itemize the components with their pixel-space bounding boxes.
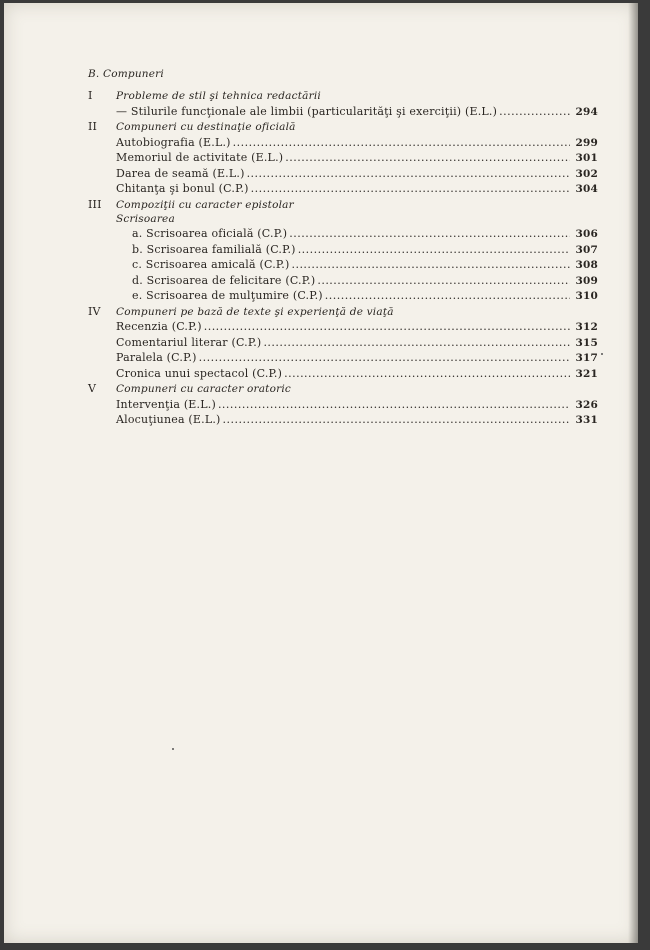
entry-label: Alocuţiunea (E.L.) (116, 413, 221, 426)
toc-entry (88, 257, 598, 273)
toc-entry (88, 412, 598, 428)
section-title: Compuneri cu caracter oratoric (116, 383, 291, 395)
entry-page: 306 (575, 228, 598, 240)
section-ii-header (88, 119, 598, 135)
entry-label: Autobiografia (E.L.) (116, 135, 231, 149)
entry-label: e. Scrisoarea de mulţumire (C.P.) (132, 289, 323, 302)
section-iii-header (88, 197, 598, 213)
section-number: V (88, 382, 97, 395)
entry-label: Darea de seamă (E.L.) (116, 166, 245, 180)
section-title: Compuneri cu destinaţie oficială (116, 121, 296, 133)
table-of-contents (88, 67, 598, 428)
entry-label: Cronica unui spectacol (C.P.) (116, 366, 283, 380)
entry-page: 310 (575, 290, 598, 302)
section-subtitle-row (88, 212, 598, 226)
entry-label: Recenzia (C.P.) (116, 320, 202, 333)
toc-entry (88, 273, 598, 289)
toc-entry (88, 166, 598, 182)
section-i-header (88, 88, 598, 104)
toc-entry (88, 366, 598, 382)
section-title: Compoziţii cu caracter epistolar (116, 198, 294, 211)
paper-speck (601, 353, 603, 355)
section-title: Compuneri pe bază de texte şi experienţă de viaţă (116, 305, 394, 318)
toc-entry (88, 242, 598, 258)
toc-entry (88, 181, 598, 197)
toc-entry (88, 350, 598, 366)
section-v-header (88, 381, 598, 397)
toc-entry (88, 104, 598, 120)
entry-page: 308 (575, 259, 598, 271)
toc-entry (88, 226, 598, 242)
entry-label: Memoriul de activitate (E.L.) (116, 151, 284, 164)
entry-page: 331 (575, 414, 598, 426)
entry-page: 301 (575, 152, 598, 164)
entry-label: b. Scrisoarea familială (C.P.) (132, 242, 296, 256)
entry-page: 304 (575, 183, 598, 195)
toc-entry (88, 288, 598, 304)
entry-page: 321 (575, 367, 598, 380)
entry-label: d. Scrisoarea de felicitare (C.P.) (132, 273, 316, 287)
entry-page: 302 (575, 167, 598, 180)
entry-page: 307 (575, 243, 598, 256)
toc-entry (88, 150, 598, 166)
section-number: IV (88, 304, 101, 318)
toc-entry (88, 135, 598, 151)
toc-entry (88, 319, 598, 335)
toc-heading: B. Compuneri (88, 68, 164, 80)
toc-entry (88, 397, 598, 413)
section-title: Probleme de stil şi tehnica redactării (116, 90, 321, 102)
entry-label: Chitanţa şi bonul (C.P.) (116, 182, 249, 195)
entry-label: — Stilurile funcţionale ale limbii (particularităţi şi exerciţii) (E.L.) (116, 104, 498, 118)
section-number: III (88, 197, 102, 211)
entry-page: 317 (575, 352, 598, 364)
toc-entry (88, 335, 598, 351)
section-number: I (88, 89, 93, 102)
entry-page: 299 (575, 136, 598, 149)
book-page (4, 3, 638, 943)
entry-label: Paralela (C.P.) (116, 351, 197, 364)
entry-page: 312 (575, 321, 598, 333)
entry-page: 294 (575, 105, 598, 118)
section-subtitle: Scrisoarea (116, 213, 175, 225)
section-iv-header (88, 304, 598, 320)
entry-label: Intervenţia (E.L.) (116, 397, 216, 411)
entry-page: 309 (575, 274, 598, 287)
entry-label: c. Scrisoarea amicală (C.P.) (132, 258, 290, 271)
section-number: II (88, 120, 98, 133)
paper-speck (172, 748, 174, 750)
entry-page: 315 (575, 336, 598, 349)
entry-label: Comentariul literar (C.P.) (116, 335, 262, 349)
entry-label: a. Scrisoarea oficială (C.P.) (132, 227, 288, 240)
entry-page: 326 (575, 398, 598, 411)
